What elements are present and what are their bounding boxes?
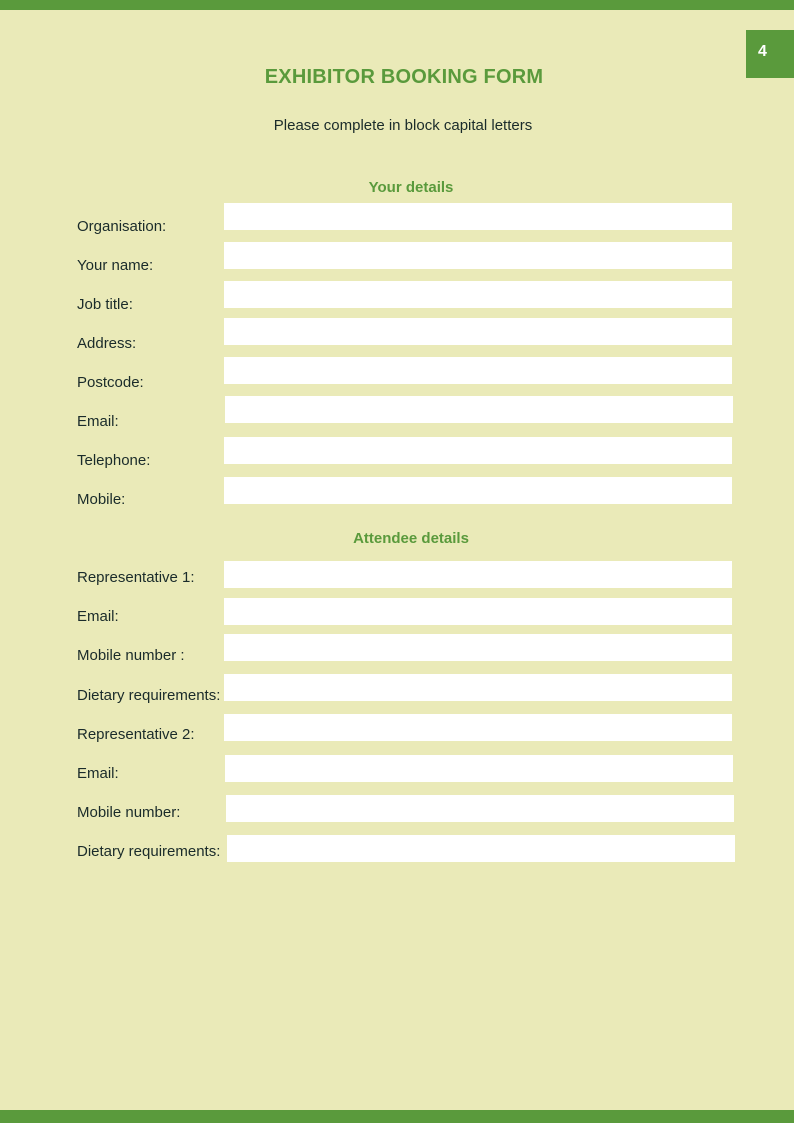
- representative-1-email-label: Email:: [77, 608, 119, 625]
- representative-2-mobile-label: Mobile number:: [77, 804, 181, 821]
- representative-2-dietary-label: Dietary requirements:: [77, 843, 221, 860]
- representative-1-label: Representative 1:: [77, 569, 195, 586]
- top-accent-bar: [0, 0, 794, 10]
- representative-2-email-field[interactable]: [225, 755, 733, 782]
- telephone-label: Telephone:: [77, 452, 151, 469]
- postcode-field[interactable]: [224, 357, 732, 384]
- address-field[interactable]: [224, 318, 732, 345]
- telephone-field[interactable]: [224, 437, 732, 464]
- representative-1-dietary-label: Dietary requirements:: [77, 687, 221, 704]
- job-title-label: Job title:: [77, 296, 133, 313]
- representative-1-dietary-field[interactable]: [224, 674, 732, 701]
- email-field[interactable]: [225, 396, 733, 423]
- address-label: Address:: [77, 335, 137, 352]
- page-number: 4: [758, 43, 767, 60]
- organisation-label: Organisation:: [77, 218, 167, 235]
- your-name-label: Your name:: [77, 257, 154, 274]
- representative-1-field[interactable]: [224, 561, 732, 588]
- representative-2-field[interactable]: [224, 714, 732, 741]
- job-title-field[interactable]: [224, 281, 732, 308]
- postcode-label: Postcode:: [77, 374, 144, 391]
- organisation-field[interactable]: [224, 203, 732, 230]
- form-title: EXHIBITOR BOOKING FORM: [264, 66, 544, 88]
- form-instructions: Please complete in block capital letters: [273, 117, 533, 134]
- mobile-field[interactable]: [224, 477, 732, 504]
- mobile-label: Mobile:: [77, 491, 126, 508]
- section-heading-your-details: Your details: [368, 179, 454, 196]
- representative-1-email-field[interactable]: [224, 598, 732, 625]
- representative-2-mobile-field[interactable]: [226, 795, 734, 822]
- representative-2-dietary-field[interactable]: [227, 835, 735, 862]
- representative-1-mobile-field[interactable]: [224, 634, 732, 661]
- representative-1-mobile-label: Mobile number :: [77, 647, 185, 664]
- your-name-field[interactable]: [224, 242, 732, 269]
- email-label: Email:: [77, 413, 119, 430]
- representative-2-label: Representative 2:: [77, 726, 195, 743]
- representative-2-email-label: Email:: [77, 765, 119, 782]
- bottom-accent-bar: [0, 1110, 794, 1123]
- section-heading-attendee-details: Attendee details: [353, 530, 469, 547]
